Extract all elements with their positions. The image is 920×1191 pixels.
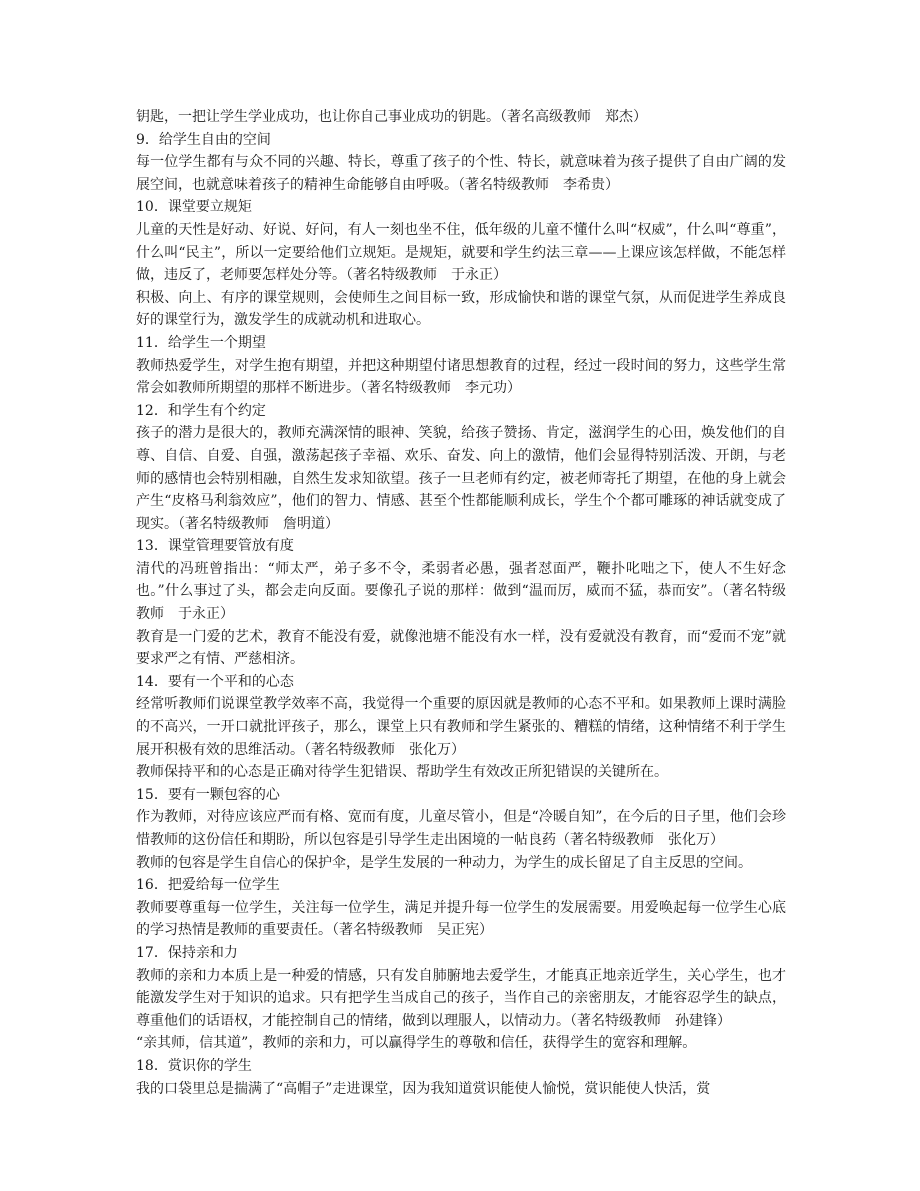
section-heading: 15．要有一颗包容的心 (136, 786, 280, 803)
paragraph: 积极、向上、有序的课堂规则，会使师生之间目标一致，形成愉快和谐的课堂气氛，从而促进学生养成良好的课堂行为，激发学生的成就动机和进取心。 (136, 289, 786, 329)
section-heading: 16．把爱给每一位学生 (136, 877, 280, 894)
section-heading: 14．要有一个平和的心态 (136, 673, 294, 690)
section-heading: 18．赏识你的学生 (136, 1057, 252, 1074)
paragraph: 作为教师，对待应该应严而有格、宽而有度，儿童尽管小，但是“冷暖自知”，在今后的日子里，他们会珍惜教师的这份信任和期盼，所以包容是引导学生走出困境的一帖良药（著名特级教师 张化万） (136, 809, 786, 848)
paragraph: 教师要尊重每一位学生，关注每一位学生，满足并提升每一位学生的发展需要。用爱唤起每一位学生心底的学习热情是教师的重要责任。（著名特级教师 吴正宪） (136, 899, 786, 939)
section-heading: 11．给学生一个期望 (136, 334, 266, 351)
paragraph: 我的口袋里总是揣满了“高帽子”走进课堂，因为我知道赏识能使人愉悦，赏识能使人快活，赏 (136, 1080, 711, 1097)
paragraph: 钥匙，一把让学生学业成功，也让你自己事业成功的钥匙。（著名高级教师 郑杰） (136, 109, 647, 125)
section-heading: 13．课堂管理要管放有度 (136, 538, 294, 555)
paragraph: 教师的包容是学生自信心的保护伞，是学生发展的一种动力，为学生的成长留足了自主反思的空间。 (136, 854, 752, 871)
section-heading: 9．给学生自由的空间 (136, 131, 271, 148)
section-heading: 12．和学生有个约定 (136, 402, 266, 419)
document-page (136, 106, 786, 1100)
paragraph: 教师热爱学生，对学生抱有期望，并把这种期望付诸思想教育的过程，经过一段时间的努力，这些学生常常会如教师所期望的那样不断进步。（著名特级教师 李元功） (136, 357, 786, 397)
section-heading: 17．保持亲和力 (136, 944, 238, 961)
paragraph: “亲其师，信其道”，教师的亲和力，可以赢得学生的尊敬和信任，获得学生的宽容和理解。 (136, 1035, 697, 1052)
paragraph: 教育是一门爱的艺术，教育不能没有爱，就像池塘不能没有水一样，没有爱就没有教育，而“爱而不宠”就要求严之有情、严慈相济。 (136, 628, 786, 668)
section-heading: 10．课堂要立规矩 (136, 199, 252, 216)
paragraph: 孩子的潜力是很大的，教师充满深情的眼神、笑貌，给孩子赞扬、肯定，滋润学生的心田，焕发他们的自尊、自信、自爱、自强，激荡起孩子幸福、欢乐、奋发、向上的激情，他们会显得特别活泼、开朗，与老师的感情也会特别相融，自然生发求知欲望。孩子一旦老师有约定，被老师寄托了期望，在他的身上就会产生“皮格马利翁效应”，他们的智力、情感、甚至个性都能顺利成长，学生个个都可雕琢的神话就变成了现实。（著名特级教师 詹明道） (136, 425, 786, 532)
paragraph: 清代的冯班曾指出：“师太严，弟子多不令，柔弱者必愚，强者怼面严，鞭扑叱咄之下，使人不生好念也。”什么事过了头，都会走向反面。要像孔子说的那样：做到“温而厉，威而不猛，恭而安”。（著名特级教师 于永正） (136, 560, 786, 623)
paragraph: 教师的亲和力本质上是一种爱的情感，只有发自肺腑地去爱学生，才能真正地亲近学生，关心学生，也才能激发学生对于知识的追求。只有把学生当成自己的孩子，当作自己的亲密朋友，才能容忍学生的缺点，尊重他们的话语权，才能控制自己的情绪，做到以理服人，以情动力。（著名特级教师 孙建锋） (136, 967, 786, 1029)
paragraph: 教师保持平和的心态是正确对待学生犯错误、帮助学生有效改正所犯错误的关键所在。 (136, 764, 668, 781)
paragraph: 经常听教师们说课堂教学效率不高，我觉得一个重要的原因就是教师的心态不平和。如果教师上课时满脸的不高兴，一开口就批评孩子，那么，课堂上只有教师和学生紧张的、糟糕的情绪，这种情绪不利于学生展开积极有效的思维活动。（著名特级教师 张化万） (136, 696, 786, 758)
paragraph: 每一位学生都有与众不同的兴趣、特长，尊重了孩子的个性、特长，就意味着为孩子提供了自由广阔的发展空间，也就意味着孩子的精神生命能够自由呼吸。（著名特级教师 李希贵） (136, 154, 786, 193)
paragraph: 儿童的天性是好动、好说、好问，有人一刻也坐不住，低年级的儿童不懂什么叫“权威”，什么叫“尊重”，什么叫“民主”，所以一定要给他们立规矩。是规矩，就要和学生约法三章——上课应该怎样做，不能怎样做，违反了，老师要怎样处分等。（著名特级教师 于永正） (136, 221, 786, 284)
